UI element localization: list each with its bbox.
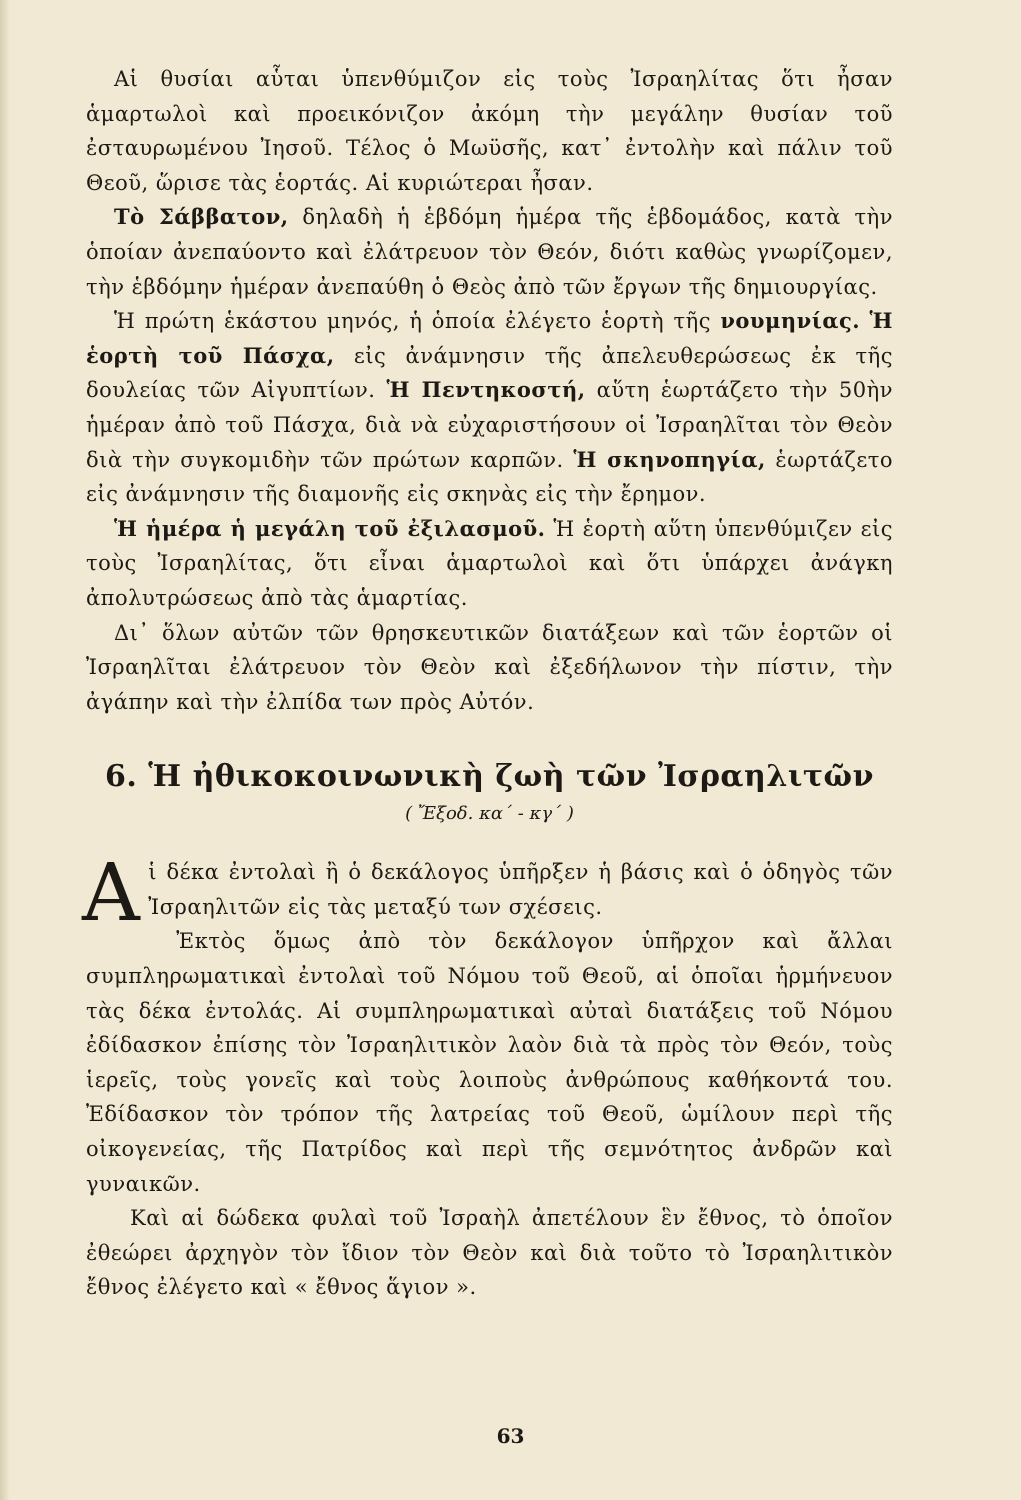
decalogue-text: ἱ δέκα ἐντολαὶ ἢ ὁ δεκάλογος ὑπῆρξεν ἡ βάσις καὶ ὁ ὁδηγὸς τῶν Ἰσραηλιτῶν εἰς τὰς μεταξύ των σχέσεις. [148,860,893,919]
paragraph-decalogue [82,846,893,940]
term-pentecost: Ἡ Πεντηκοστή, [386,377,586,403]
paragraph-atonement [86,512,893,616]
festival-text: Ἡ πρώτη ἑκάστου μηνός, ἡ ὁποία ἐλέγετο ἑορτὴ τῆς [114,309,721,334]
festival-text: εἰς ἀνάμνησιν τῆς ἀπελευθερώσεως ἐκ τῆς δουλείας τῶν Αἰγυπτίων. [86,343,893,403]
page-number: 63 [496,1424,525,1448]
section-reference: ( Ἔξοδ. κα΄ - κγ΄ ) [405,803,574,825]
paragraph-supplementary-laws: Ἐκτὸς ὅμως ἀπὸ τὸν δεκάλογον ὑπῆρχον καὶ ἄλλαι συμπληρωματικαὶ ἐντολαὶ τοῦ Νόμου τοῦ Θεοῦ, αἱ ὁποῖαι ἡρμήνευον τὰς δέκα ἐντολάς. Αἱ συμπληρωματικαὶ αὐταὶ διατάξεις τοῦ Νόμου ἐδίδασκον ἐπίσης τὸν Ἰσραηλιτικὸν λαὸν διὰ τὰ πρὸς τὸν Θεόν, τοὺς ἱερεῖς, τοὺς γονεῖς καὶ τοὺς λοιποὺς ἀνθρώπους καθήκοντά του. Ἐδίδασκον τὸν τρόπον τῆς λατρείας τοῦ Θεοῦ, ὡμίλουν περὶ τῆς οἰκογενείας, τῆς Πατρίδος καὶ περὶ τῆς σεμνότητος ἀνδρῶν καὶ γυναικῶν. [86,929,893,1196]
paragraph-festivals [86,304,893,512]
paragraph-twelve-tribes: Καὶ αἱ δώδεκα φυλαὶ τοῦ Ἰσραὴλ ἀπετέλουν ἓν ἔθνος, τὸ ὁποῖον ἐθεώρει ἀρχηγὸν τὸν ἴδιον τὸν Θεὸν καὶ διὰ τοῦτο τὸ Ἰσραηλιτικὸν ἔθνος ἐλέγετο καὶ « ἔθνος ἅγιον ». [86,1206,893,1300]
sabbath-text: δηλαδὴ ἡ ἑβδόμη ἡμέρα τῆς ἑβδομάδος, κατὰ τὴν ὁποίαν ἀνεπαύοντο καὶ ἐλάτρευον τὸν Θεόν, διότι καθὼς γνωρίζομεν, τὴν ἑβδόμην ἡμέραν ἀνεπαύθη ὁ Θεὸς ἀπὸ τῶν ἔργων τῆς δημιουργίας. [86,205,893,299]
term-pascha: Ἡ ἑορτὴ τοῦ Πάσχα, [86,308,893,368]
term-sabbath: Τὸ Σάββατον, [114,204,289,230]
festival-text: αὕτη ἑωρτάζετο τὴν 50ὴν ἡμέραν ἀπὸ τοῦ Πάσχα, διὰ νὰ εὐχαριστήσουν οἱ Ἰσραηλῖται τὸν Θεὸν διὰ τὴν συγκομιδὴν τῶν πρώτων καρπῶν. [86,378,893,472]
paragraph-sabbath [86,200,893,304]
term-noumenia: νουμηνίας. [720,308,861,334]
festival-text: ἑωρτάζετο εἰς ἀνάμνησιν τῆς διαμονῆς εἰς σκηνὰς εἰς τὴν ἔρημον. [86,447,893,507]
term-atonement-day: Ἡ ἡμέρα ἡ μεγάλη τοῦ ἐξιλασμοῦ. [114,515,546,541]
section-heading: 6. Ἡ ἠθικοκοινωνικὴ ζωὴ τῶν Ἰσραηλιτῶν [105,759,874,795]
paragraph-sacrifices: Αἱ θυσίαι αὗται ὑπενθύμιζον εἰς τοὺς Ἰσραηλίτας ὅτι ἦσαν ἁμαρτωλοὶ καὶ προεικόνιζον ἀκόμη τὴν μεγάλην θυσίαν τοῦ ἐσταυρωμένου Ἰησοῦ. Τέλος ὁ Μωϋσῆς, κατ᾿ ἐντολὴν καὶ πάλιν τοῦ Θεοῦ, ὥρισε τὰς ἑορτάς. Αἱ κυριώτεραι ἦσαν. [86,67,893,195]
atonement-text: Ἡ ἑορτὴ αὕτη ὑπενθύμιζεν εἰς τοὺς Ἰσραηλίτας, ὅτι εἶναι ἁμαρτωλοὶ καὶ ὅτι ὑπάρχει ἀνάγκη ἀπολυτρώσεως ἀπὸ τὰς ἁμαρτίας. [86,516,893,610]
drop-cap: Α [82,846,141,940]
term-skenopegia: Ἡ σκηνοπηγία, [573,446,766,472]
paragraph-worship-summary: Δι᾿ ὅλων αὐτῶν τῶν θρησκευτικῶν διατάξεων καὶ τῶν ἑορτῶν οἱ Ἰσραηλῖται ἐλάτρευον τὸν Θεὸν καὶ ἐξεδήλωνον τὴν πίστιν, τὴν ἀγάπην καὶ τὴν ἐλπίδα των πρὸς Αὐτόν. [86,620,893,714]
